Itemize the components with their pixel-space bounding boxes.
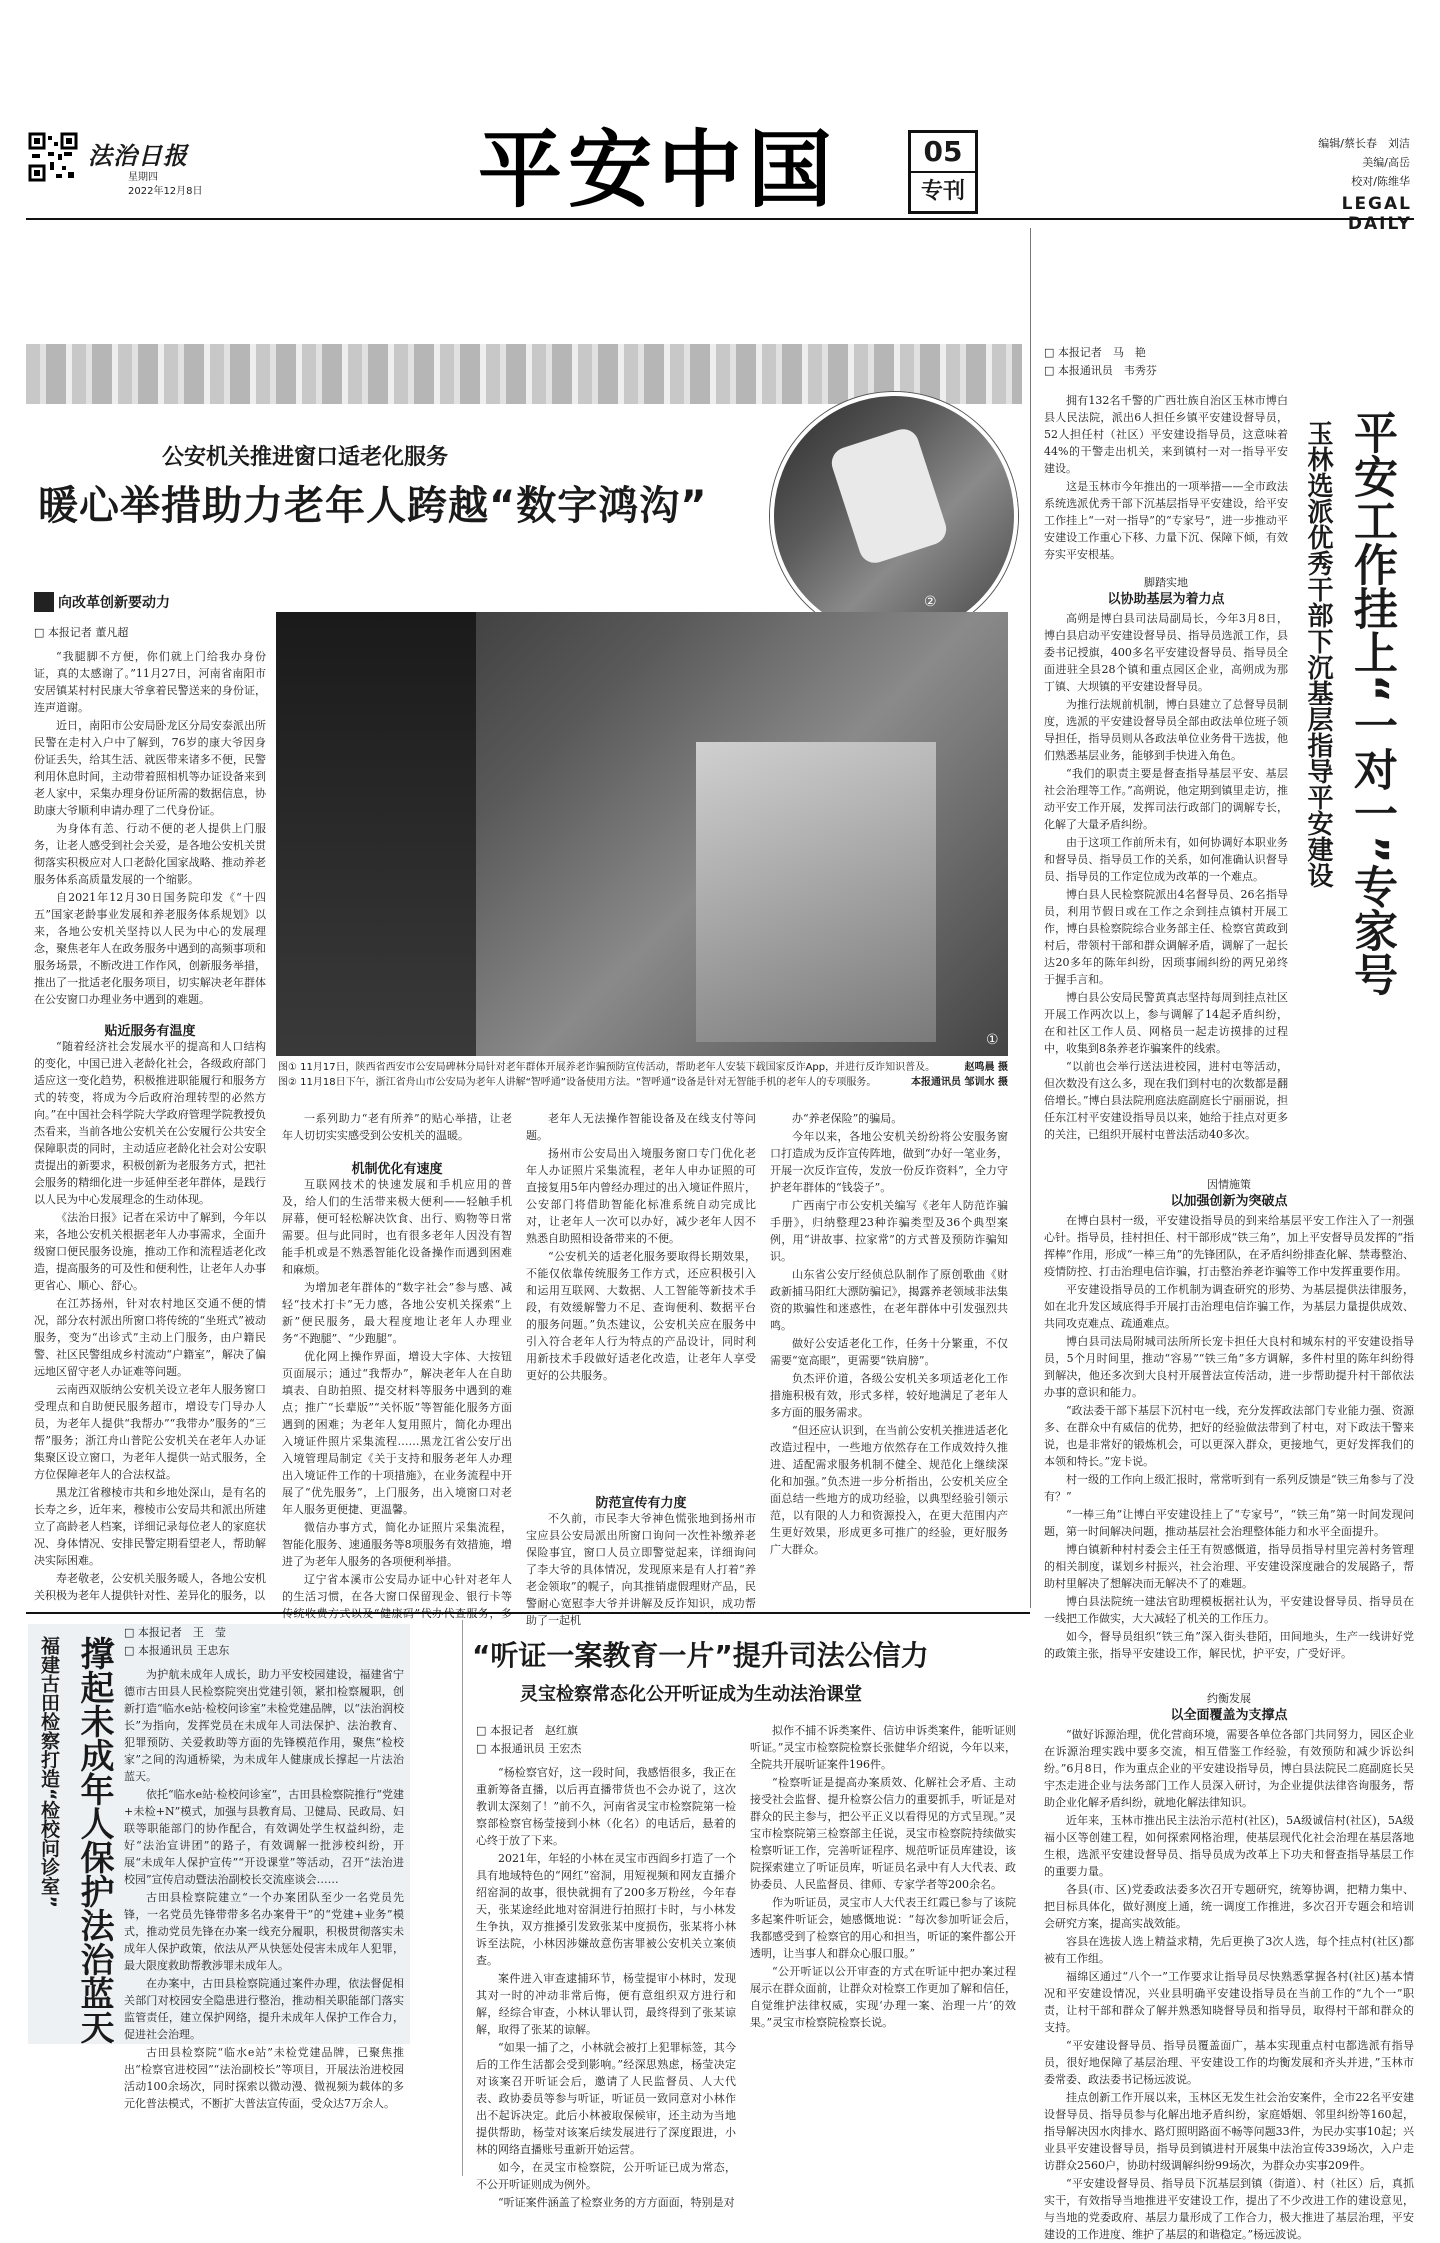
main-col3-p2: 扬州市公安局出入境服务窗口专门优化老年人办证照片采集流程，老年人申办证照的可直接复用5年内曾经办理过的出入境证件照片，公安部门将借助智能化标准系统自动完成比对，让老年人一次可以办好，减少老年人因不熟悉自助照相设备带来的不便。 bbox=[526, 1147, 756, 1245]
right-sec1-p7: “以前也会举行送法进校园，进村屯等活动，但次数没有这么多，现在我们到村屯的次数都是翻倍增长。”博白县法院刑庭法庭副庭长宁丽丽说，担任东江村平安建设指导员以来，她给于挂点对更多的关注，已组织开展村屯普法活动40多次。 bbox=[1044, 1060, 1288, 1141]
photo-captions bbox=[278, 1060, 1008, 1090]
bottom-mid-col1 bbox=[476, 1764, 736, 2209]
masthead-rule bbox=[26, 218, 1414, 220]
column-tag: 向改革创新要动力 bbox=[58, 595, 170, 611]
main-col1b-p2: 《法治日报》记者在采访中了解到，今年以来，各地公安机关根据老年人办事需求，全面升级窗口便民服务设施，推动工作和流程适老化改造，提高服务的可及性和便利性，让老年人办事更省心、顺心、舒心。 bbox=[34, 1211, 266, 1292]
main-col4 bbox=[770, 1110, 1008, 1598]
right-sec2-p7: 博白镇新种村村委会主任王有贺感慨道，指导员指导村里完善村务管理的相关制度，谋划乡村振兴，社会治理、平安建设深度融合的发展路子，帮助村里解决了想解决而无解决不了的难题。 bbox=[1044, 1543, 1414, 1590]
right-headline: 平安工作挂上“一对一”专家号 bbox=[1346, 410, 1397, 996]
main-col4-p3: 广西南宁市公安机关编写《老年人防范诈骗手册》，归纳整理23种诈骗类型及36个典型案例，用“讲故事、拉家常”的方式普及预防诈骗知识。 bbox=[770, 1199, 1008, 1263]
column-divider bbox=[1030, 228, 1031, 1608]
bottom-left-body bbox=[124, 1666, 404, 2172]
main-headline: 暖心举措助力老年人跨越“数字鸿沟” bbox=[38, 483, 708, 529]
bottom-left-headline: 撑起未成年人保护法治蓝天 bbox=[74, 1636, 114, 2044]
right-sec2-label: 因情施策 bbox=[1207, 1178, 1251, 1191]
bottom-mid-b3: 作为听证员，灵宝市人大代表王红霞已参与了该院多起案件听证会，她感慨地说：“每次参加听证会后，我都感受到了检察官的用心和担当，听证的案件都公开透明，让当事人和群众心服口服。” bbox=[750, 1896, 1016, 1960]
main-col1b bbox=[34, 1038, 266, 1602]
main-col2b-p2: 为增加老年群体的“数字社会”参与感、减轻“技术打卡”无力感，各地公安机关探索“上新”便民服务，最大程度地让老年人办理业务“不跑腿”、“少跑腿”。 bbox=[282, 1281, 512, 1345]
right-intro-p1: 拥有132名千警的广西壮族自治区玉林市博白县人民法院，派出6人担任乡镇平安建设督导员，52人担任村（社区）平安建设指导员，这意味着44%的干警走出机关，来到镇村一对一指导平安建设。 bbox=[1044, 394, 1288, 475]
bottom-left-p4: 在办案中，古田县检察院通过案件办理，依法督促相关部门对校园安全隐患进行整治，推动相关职能部门落实监管责任，建立保护网络，提升未成年人保护工作合力，促进社会治理。 bbox=[124, 1977, 404, 2041]
section-title: 平安中国 bbox=[477, 121, 838, 219]
main-sub2: 机制优化有速度 bbox=[351, 1162, 443, 1177]
right-sec2-p3: 博白县司法局附城司法所所长宠卡担任大良村和城东村的平安建设指导员，5个月时间里，推动“容易”“铁三角”多方调解，多件村里的陈年纠纷得到解决，他还多次到大良村开展普法宣传活动，进一步帮助提升村干部依法办事的意识和能力。 bbox=[1044, 1335, 1414, 1399]
main-sub3: 防范宣传有力度 bbox=[595, 1496, 687, 1511]
main-col2b-p4: 微信办事方式，简化办证照片采集流程，智能化服务、速通服务等8项服务有效措施，增进了为老年人服务的各项便利举措。 bbox=[282, 1521, 512, 1568]
main-col3-p3: “公安机关的适老化服务要取得长期效果，不能仅依靠传统服务工作方式，还应积极引入和运用互联网、大数据、人工智能等新技术手段，有效缓解警力不足、查询便利、数据平台的服务问题。”负杰建议，公安机关应在服务中引入符合老年人行为特点的产品设计，同时利用新技术手段做好适老化改造，让老年人享受更好的公共服务。 bbox=[526, 1250, 756, 1382]
main-col1b-p3: 在江苏扬州，针对农村地区交通不便的情况，部分农村派出所窗口将传统的“坐班式”被动服务，变为“出诊式”主动上门服务，由户籍民警、社区民警组成乡村流动“户籍室”，解决了偏远地区留守老人办证难等问题。 bbox=[34, 1297, 266, 1378]
main-col3b bbox=[526, 1510, 756, 1627]
issue-date: 2022年12月8日 bbox=[128, 186, 203, 197]
main-col2b-p1: 互联网技术的快速发展和手机应用的普及，给人们的生活带来极大便利——轻触手机屏幕，便可轻松解决饮食、出行、购物等日常需要。但与此同时，也有很多老年人因没有智能手机或是不熟悉智能化设备操作而遇到困难和麻烦。 bbox=[282, 1178, 512, 1276]
right-sec2-p8: 博白县法院统一建法官助理模板据社认为，平安建设督导员、指导员在一线把工作做实，大大减轻了机关的工作压力。 bbox=[1044, 1595, 1414, 1625]
right-sec2-p5: 村一级的工作向上级汇报时，常常听到有一系列反馈是“铁三角参与了没有？” bbox=[1044, 1473, 1414, 1503]
right-sec1-p4: 由于这项工作前所未有，如何协调好本职业务和督导员、指导员工作的关系，如何准确认识督导员、指导员的工作定位成为改革的一个难点。 bbox=[1044, 836, 1288, 883]
bottom-mid-p3: 案件进入审查逮捕环节，杨莹提审小林时，发现其对一时的冲动非常后悔，便有意组织双方进行和解，经综合审查，小林认罪认罚，最终得到了张某谅解，取得了张某的谅解。 bbox=[476, 1972, 736, 2036]
right-sec3-title: 以全面覆盖为支撑点 bbox=[1170, 1708, 1288, 1723]
bottom-mid-p4: “如果一捕了之，小林就会被打上犯罪标签，其今后的工作生活都会受到影响。”经深思熟虑，杨莹决定对该案召开听证会后，邀请了人民监督员、人大代表、政协委员等参与听证，听证员一致同意对小林作出不起诉决定。此后小林被取保候审，还主动为当地提供帮助，杨莹对该案后续发展进行了深度跟进，小林的网络直播账号重新开始运营。 bbox=[476, 2041, 736, 2156]
column-tag-icon bbox=[34, 592, 54, 612]
main-col4-p2: 今年以来，各地公安机关纷纷将公安服务窗口打造成为反诈宣传阵地，做到“办好一笔业务，开展一次反诈宣传，发放一份反诈资料”，全力守护老年群体的“钱袋子”。 bbox=[770, 1130, 1008, 1194]
main-col4-p7: “但还应认识到，在当前公安机关推进适老化改造过程中，一些地方依然存在工作成效持久推进、适配需求服务机制不健全、规范化上继续深化和加强。”负杰进一步分析指出，公安机关应全面总结一些地方的成功经验，以典型经验引领示范，以有限的人力和资源投入，在更大范围内产生更好效果，形成更多可推广的经验，更好服务广大群众。 bbox=[770, 1424, 1008, 1556]
brand-english: LEGAL DAILY bbox=[1341, 194, 1412, 234]
main-col4-p5: 做好公安适老化工作，任务十分繁重，不仅需要“宽高眼”，更需要“铁肩膀”。 bbox=[770, 1337, 1008, 1367]
main-col3 bbox=[526, 1110, 756, 1484]
bottom-mid-byline1: □ 本报记者 赵红旗 bbox=[476, 1724, 578, 1737]
device-shape bbox=[828, 425, 951, 567]
main-kicker: 公安机关推进窗口适老化服务 bbox=[162, 445, 449, 470]
bottom-mid-col2 bbox=[750, 1722, 1016, 2174]
main-col1b-p5: 黑龙江省穆棱市共和乡地处深山，是有名的长寿之乡，近年来，穆棱市公安局共和派出所建立了高龄老人档案，详细记录每位老人的家庭状况、身体情况、安排民警定期看望老人，帮助解决实际困难。 bbox=[34, 1486, 266, 1567]
right-sec2 bbox=[1044, 1212, 1414, 1684]
main-col3-p1: 老年人无法操作智能设备及在线支付等问题。 bbox=[526, 1112, 756, 1142]
caption2-credit: 本报通讯员 邹训水 摄 bbox=[911, 1077, 1008, 1088]
right-sec1-p3: “我们的职责主要是督查指导基层平安、基层社会治理等工作。”高朔说，他定期到镇里走访，推动平安工作开展，发挥司法行政部门的调解专长，化解了大量矛盾纠纷。 bbox=[1044, 767, 1288, 831]
caption1: 图① 11月17日，陕西省西安市公安局碑林分局针对老年群体开展养老诈骗预防宣传活动，帮助老年人安装下载国家反诈App，并进行反诈知识普及。 bbox=[278, 1062, 936, 1073]
main-photo-police bbox=[276, 612, 1008, 1056]
right-byline2: □ 本报通讯员 韦秀芬 bbox=[1044, 364, 1157, 377]
main-col3b-p1: 不久前，市民李大爷神色慌张地到扬州市宝应县公安局派出所窗口询问一次性补缴养老保险事宜，窗口人员立即警觉起来，详细询问了李大爷的具体情况，发现原来是有人打着“养老金领取”的幌子，向其推销虚假理财产品，民警耐心宽慰李大爷并讲解及反诈知识，成功帮助了一起机 bbox=[526, 1512, 756, 1627]
main-sub1: 贴近服务有温度 bbox=[104, 1024, 196, 1039]
bottom-left-byline1: □ 本报记者 王 莹 bbox=[124, 1626, 226, 1639]
main-col4-p4: 山东省公安厅经侦总队制作了原创歌曲《财政新捕马阳红大漂防骗记》，揭露养老领域非法集资的欺骗性和迷惑性，在老年群体中引发强烈共鸣。 bbox=[770, 1268, 1008, 1332]
main-col1b-p6: 寿老敬老，公安机关服务暖人，各地公安机关积极为老年人提供针对性、差异化的服务，以 bbox=[34, 1572, 266, 1602]
main-col2b-p3: 优化网上操作界面，增设大字体、大按钮页面展示；通过“我帮办”，解决老年人在自助填表、自助拍照、提交材料等服务中遇到的难点；推广“长辈版”“关怀版”等智能化服务方面遇到的困难；为老年人复用照片，简化办理出入境证件照片采集流程……黑龙江省公安厅出入境管理局制定《关于支持和服务老年人办理出入境证件工作的十项措施》，在业务流程中开展了“优先服务”，上门服务，出入境窗口对老年人服务更便捷、更温馨。 bbox=[282, 1350, 512, 1516]
bottom-left-p5: 古田县检察院“临水e站”未检党建品牌，已聚焦推出“检察官进校园”“法治副校长”等项目，开展法治进校园活动100余场次，同时探索以微动漫、微视频为载体的多元化普法模式，不断扩大普法宣传面，受众达7万余人。 bbox=[124, 2046, 404, 2110]
main-col1-p2: 近日，南阳市公安局卧龙区分局安泰派出所民警在走村入户中了解到，76岁的康大爷因身份证丢失，给其生活、就医带来诸多不便，民警利用休息时间，主动带着照相机等办证设备来到老人家中，采集办理身份证所需的数据信息，协助康大爷顺利申请办理了二代身份证。 bbox=[34, 719, 266, 817]
bottom-left-p3: 古田县检察院建立“一个办案团队至少一名党员先锋，一名党员先锋带带多名办案骨干”的“党建+业务”模式，推动党员先锋在办案一线充分履职，积极贯彻落实未成年人保护政策，依法从严从快惩处侵害未成年人犯罪，最大限度救助帮教涉罪未成年人。 bbox=[124, 1891, 404, 1972]
right-sec3-p1: “做好诉源治理，优化营商环境，需要各单位各部门共同努力，园区企业在诉源治理实践中要多交流，相互借鉴工作经验，有效预防和减少诉讼纠纷。”6月8日，作为重点企业的平安建设指导员，博白县法院民二庭副庭长吴宇杰走进企业与法务部门工作人员深入研讨，为企业提供法律咨询服务，帮助企业化解矛盾纠纷，就地化解法律知识。 bbox=[1044, 1728, 1414, 1809]
right-sec2-p4: “政法委干部下基层下沉村屯一线，充分发挥政法部门专业能力强、资源多、在群众中有威信的优势，把好的经验做法带到了村屯，对下政法干警来说，也是非常好的锻炼机会，可以更深入群众，更接地气，更好发挥我们的本领和特长。”宠卡说。 bbox=[1044, 1404, 1414, 1468]
bottom-left-p1: 为护航未成年人成长，助力平安校园建设，福建省宁德市古田县人民检察院突出党建引领，紧扣检察履职，创新打造“临水e站·检校问诊室”未检党建品牌，以“法治润校长”为指向，发挥党员在未成年人司法保护、法治教育、犯罪预防、关爱救助等方面的先锋模范作用，聚焦“检校家”之间的沟通桥梁，为未成年人健康成长撑起一片法治蓝天。 bbox=[124, 1668, 404, 1783]
right-sec3-p8: “平安建设督导员、指导员下沉基层到镇（街道）、村（社区）后，真抓实干，有效指导当地推进平安建设工作，提出了不少改进工作的建设意见，与当地的党委政府、基层力量形成了工作合力，极大推进了基层治理，平安建设的工作进度、维护了基层的和谐稳定。”杨远波说。 bbox=[1044, 2177, 1414, 2241]
right-sec1-p5: 博白县人民检察院派出4名督导员、26名指导员，利用节假日或在工作之余到挂点镇村开展工作，博白县检察院综合业务部主任、检察官黄政到村后，带领村干部和群众调解矛盾，调解了一起长达20多年的陈年纠纷，因琐事闹纠纷的两兄弟终于握手言和。 bbox=[1044, 888, 1288, 986]
right-sec3-p2: 近年来，玉林市推出民主法治示范村(社区)，5A级诚信村(社区)，5A级福小区等创建工程，如何探索网格治理，使基层现代化社会治理在基层落地生根，选派平安建设督导员、指导员成为改革上下功夫和督查指导基层工作的重要力量。 bbox=[1044, 1814, 1414, 1878]
main-col2 bbox=[282, 1110, 512, 1144]
editor-credit: 编辑/蔡长春 刘洁 bbox=[1318, 137, 1410, 150]
right-sec3-p3: 各县(市、区)党委政法委多次召开专题研究，统筹协调，把精力集中、把目标具体化，做好测度上通，统一调度工作推进，多次召开专题会和培训会研究方案，提高实战效能。 bbox=[1044, 1883, 1414, 1930]
right-subhead: 玉林选派优秀干部下沉基层指导平安建设 bbox=[1303, 420, 1333, 888]
bottom-mid-headline: “听证一案教育一片”提升司法公信力 bbox=[472, 1639, 929, 1672]
right-sec1 bbox=[1044, 610, 1288, 1170]
bottom-mid-b4: “公开听证以公开审查的方式在听证中把办案过程展示在群众面前，让群众对检察工作更加了解和信任，自觉维护法律权威，实现‘办理一案、治理一片’的效果。”灵宝市检察院检察长说。 bbox=[750, 1965, 1016, 2029]
right-sec2-p6: “一棒三角”让博白平安建设挂上了“专家号”，“铁三角”第一时间发现问题，第一时间解决问题，推动基层社会治理整体能力和水平全面提升。 bbox=[1044, 1508, 1414, 1538]
bottom-mid-p2: 2021年，年轻的小林在灵宝市西阎乡打造了一个具有地域特色的“网红”窑洞，用短视频和网友直播介绍窑洞的故事，很快就拥有了200多万粉丝，今年春天，张某途经此地对窑洞进行拍照打卡时，与小林发生争执，双方推搡引发致张某中度损伤，张某将小林诉至法院，小林因涉嫌故意伤害罪被公安机关立案侦查。 bbox=[476, 1852, 736, 1967]
right-sec3 bbox=[1044, 1726, 1414, 2241]
right-sec2-p1: 在博白县村一级，平安建设指导员的到来给基层平安工作注入了一剂强心针。指导员，挂村担任、村干部形成“铁三角”，加上平安督导员发挥的“指挥棒”作用，形成“一棒三角”的先锋团队，在矛盾纠纷排查化解、禁毒整治、疫情防控、打击治理电信诈骗，打击整治养老诈骗等工作中发挥重要作用。 bbox=[1044, 1214, 1414, 1278]
main-col4-p1: 办“养老保险”的骗局。 bbox=[792, 1112, 903, 1125]
page-number-box bbox=[908, 130, 978, 214]
page-number: 05 bbox=[911, 133, 975, 173]
credits bbox=[1250, 134, 1410, 191]
right-sec3-p6: “平安建设督导员、指导员覆盖面广，基本实现重点村屯都选派有指导员，很好地保障了基层治理、平安建设工作的均衡发展和齐头并进，”玉林市委常委、政法委书记杨远波说。 bbox=[1044, 2039, 1414, 2086]
qr-code-icon bbox=[28, 132, 78, 182]
photo-officer-silhouette bbox=[276, 612, 476, 1056]
right-sec2-p9: 如今，督导员组织“铁三角”深入街头巷陌，田间地头，生产一线讲好党的政策主张，指导平安建设工作，解民忧，护平安，广受好评。 bbox=[1044, 1630, 1414, 1660]
inset-photo-device bbox=[770, 392, 1018, 640]
bottom-mid-p1: “杨检察官好，这一段时间，我感悟很多，我正在重新筹备直播，以后再直播带货也不会办说了，这次教训太深刻了！”前不久，河南省灵宝市检察院第一检察部检察官杨莹接到小林（化名）的电话后，悬着的心终于放了下来。 bbox=[476, 1766, 736, 1847]
right-sec3-label: 约衡发展 bbox=[1207, 1692, 1251, 1705]
right-sec3-p4: 容县在选拔人选上精益求精，先后更换了3次人选，每个挂点村(社区)都被有工作组。 bbox=[1044, 1935, 1414, 1965]
bottom-divider bbox=[26, 1612, 1030, 1614]
main-col1-p1: “我腿脚不方便，你们就上门给我办身份证，真的太感谢了。”11月27日，河南省南阳市安居镇某村村民康大爷拿着民警送来的身份证，连声道谢。 bbox=[34, 650, 266, 714]
caption1-credit: 赵鸣晨 摄 bbox=[964, 1062, 1008, 1073]
main-col1b-p1: “随着经济社会发展水平的提高和人口结构的变化，中国已进入老龄化社会，各级政府部门适应这一变化趋势，积极推进职能履行和服务方式的转变，将成为今后政府治理转型的必然方向。”在中国社会科学院大学政府管理学院教授负杰看来，当前各地公安机关在公安履行公共安全保障职责的同时，主动适应老龄化社会对公安职责提出的新要求，积极创新为老服务方式，把社会服务的精细化进一步延伸至老年群体，是践行以人民为中心发展理念的生动体现。 bbox=[34, 1040, 266, 1206]
right-byline1: □ 本报记者 马 艳 bbox=[1044, 346, 1146, 359]
main-byline: □ 本报记者 董凡超 bbox=[34, 626, 129, 639]
right-sec1-p6: 博白县公安局民警黄真志坚持每周到挂点社区开展工作两次以上，参与调解了14起矛盾纠纷，在和社区工作人员、网格员一起走访摸排的过程中，收集到8条养老诈骗案件的线索。 bbox=[1044, 991, 1288, 1055]
main-col1 bbox=[34, 648, 266, 1008]
paper-name: 法治日报 bbox=[88, 141, 188, 170]
right-sec3-p5: 福绵区通过“八个一”工作要求让指导员尽快熟悉掌握各村(社区)基本情况和平安建设情况，兴业县明确平安建设指导员在当前工作的“九个一”职责，让村干部和群众了解并熟悉知晓督导员和指导员，取得村干部和群众的支持。 bbox=[1044, 1970, 1414, 2034]
main-col2-p1: 一系列助力“老有所养”的贴心举措，让老年人切切实实感受到公安机关的温暖。 bbox=[282, 1112, 512, 1142]
bottom-left-p2: 依托“临水e站·检校问诊室”，古田县检察院推行“党建+未检+N”模式，加强与县教育局、卫健局、民政局、妇联等职能部门的协作配合，有效调处学生权益纠纷，走好“法治宣讲团”的路子，有效调解一批涉校纠纷，开展“未成年人保护宣传”“开设课堂”等活动，召开“法治进校园”宣传启动暨法治副校长交流座谈会…… bbox=[124, 1788, 404, 1886]
bottom-left-subhead: 福建古田检察打造“检校问诊室” bbox=[38, 1636, 60, 1908]
main-col1b-p4: 云南西双版纳公安机关设立老年人服务窗口受理点和自助便民服务超市，增设专门导办人员，为老年人提供“我帮办”“我带办”服务的“三帮”服务；浙江舟山普陀公安机关在老年人办证集聚区设立窗口，为老年人提供一站式服务，全方位保障老年人的合法权益。 bbox=[34, 1383, 266, 1481]
bottom-column-divider bbox=[462, 1620, 463, 2176]
bottom-left-byline2: □ 本报通讯员 王忠东 bbox=[124, 1644, 230, 1657]
right-intro-p2: 这是玉林市今年推出的一项举措——全市政法系统选派优秀干部下沉基层指导平安建设，给平安工作挂上“一对一指导”的“专家号”，进一步推动平安建设工作重心下移、力量下沉、保障下倾，有效夯实平安根基。 bbox=[1044, 480, 1288, 561]
weekday: 星期四 bbox=[128, 172, 158, 183]
page-type: 专刊 bbox=[920, 179, 965, 204]
designer-credit: 美编/高岳 bbox=[1362, 156, 1410, 169]
bottom-mid-b1: 拟作不捕不诉类案件、信访申诉类案件，能听证则听证。”灵宝市检察院检察长张健华介绍说，今年以来，全院共开展听证案件196件。 bbox=[750, 1724, 1016, 1771]
right-sec2-title: 以加强创新为突破点 bbox=[1170, 1194, 1288, 1209]
proofreader-credit: 校对/陈维华 bbox=[1351, 175, 1410, 188]
bottom-mid-byline2: □ 本报通讯员 王宏杰 bbox=[476, 1742, 582, 1755]
right-sec1-p2: 为推行法规前机制，博白县建立了总督导员制度，选派的平安建设督导员全部由政法单位班子领导担任，指导员则从各政法单位业务骨干选拔，他们熟悉基层业务，能够到手快进入角色。 bbox=[1044, 698, 1288, 762]
photo1-number: ① bbox=[986, 1032, 999, 1048]
main-col2b bbox=[282, 1176, 512, 1620]
bottom-mid-b2: “检察听证是提高办案质效、化解社会矛盾、主动接受社会监督、提升检察公信力的重要抓手，听证是对群众的民主参与，把公平正义以看得见的方式呈现。”灵宝市检察院第三检察部主任说，灵宝市检察院持续做实检察听证工作，完善听证程序、规范听证员库建设，该院探索建立了听证员库，听证员名录中有人大代表、政协委员、人民监督员、律师、专家学者等200余名。 bbox=[750, 1776, 1016, 1891]
right-sec3-p7: 挂点创新工作开展以来，玉林区无发生社会治安案件，全市22名平安建设督导员、指导员参与化解出地矛盾纠纷，家庭婚姻、邻里纠纷等160起，指导解决因水肉排水、路灯照明路面不畅等问题33件，为民办实事10起；兴业县平安建设督导员，指导员到镇进村开展集中法治宣传339场次，入户走访群众2560户，协助村级调解纠纷99场次，为群众办实事209件。 bbox=[1044, 2091, 1414, 2172]
right-sec1-p1: 高朔是博白县司法局副局长，今年3月8日，博白县启动平安建设督导员、指导员选派工作，县委书记授旗，400多名平安建设督导员、指导员全面进驻全县28个镇和重点园区企业，高朔成为那丁镇、大坝镇的平安建设督导员。 bbox=[1044, 612, 1288, 693]
right-sec1-label: 脚踏实地 bbox=[1144, 576, 1188, 589]
right-sec2-p2: 平安建设指导员的工作机制为调查研究的形势、为基层提供法律服务，如在北升发区域底得手开展打击治理电信诈骗工作，为基层力量提供成效、共同攻克难点、疏通难点。 bbox=[1044, 1283, 1414, 1330]
bottom-mid-p6: “听证案件涵盖了检察业务的方方面面，特别是对 bbox=[498, 2196, 735, 2209]
main-col4-p6: 负杰评价道，各级公安机关多项适老化工作措施积极有效，形式多样，较好地满足了老年人多方面的服务需求。 bbox=[770, 1372, 1008, 1419]
right-sec1-title: 以协助基层为着力点 bbox=[1107, 592, 1225, 607]
right-intro bbox=[1044, 392, 1288, 572]
main-col1-p3: 为身体有恙、行动不便的老人提供上门服务，让老人感受到社会关爱，是各地公安机关贯彻落实积极应对人口老龄化国家战略、推动养老服务体系高质量发展的一个缩影。 bbox=[34, 822, 266, 886]
main-col2b-p5: 辽宁省本溪市公安局办证中心针对老年人的生活习惯，在各大窗口保留现金、银行卡等传统收费方式以及“健康码”代办代查服务，多 bbox=[282, 1573, 512, 1620]
photo2-number: ② bbox=[924, 594, 937, 610]
bottom-mid-p5: 如今，在灵宝市检察院，公开听证已成为常态，不公开听证则成为例外。 bbox=[476, 2161, 736, 2191]
bottom-mid-subhead: 灵宝检察常态化公开听证成为生动法治课堂 bbox=[520, 1684, 862, 1705]
main-col1-p4: 自2021年12月30日国务院印发《“十四五”国家老龄事业发展和养老服务体系规划》以来，各地公安机关坚持以人民为中心的发展理念，聚焦老年人在政务服务中遇到的高频事项和服务场景，不断改进工作作风，创新服务举措，推出了一批适老化服务项目，切实解决老年群体在公安窗口办理业务中遇到的难题。 bbox=[34, 891, 266, 1006]
caption2: 图② 11月18日下午，浙江省舟山市公安局为老年人讲解“智呼通”设备使用方法。“智呼通”设备是针对无智能手机的老年人的专项服务。 bbox=[278, 1077, 877, 1088]
photo-building bbox=[696, 742, 936, 1042]
